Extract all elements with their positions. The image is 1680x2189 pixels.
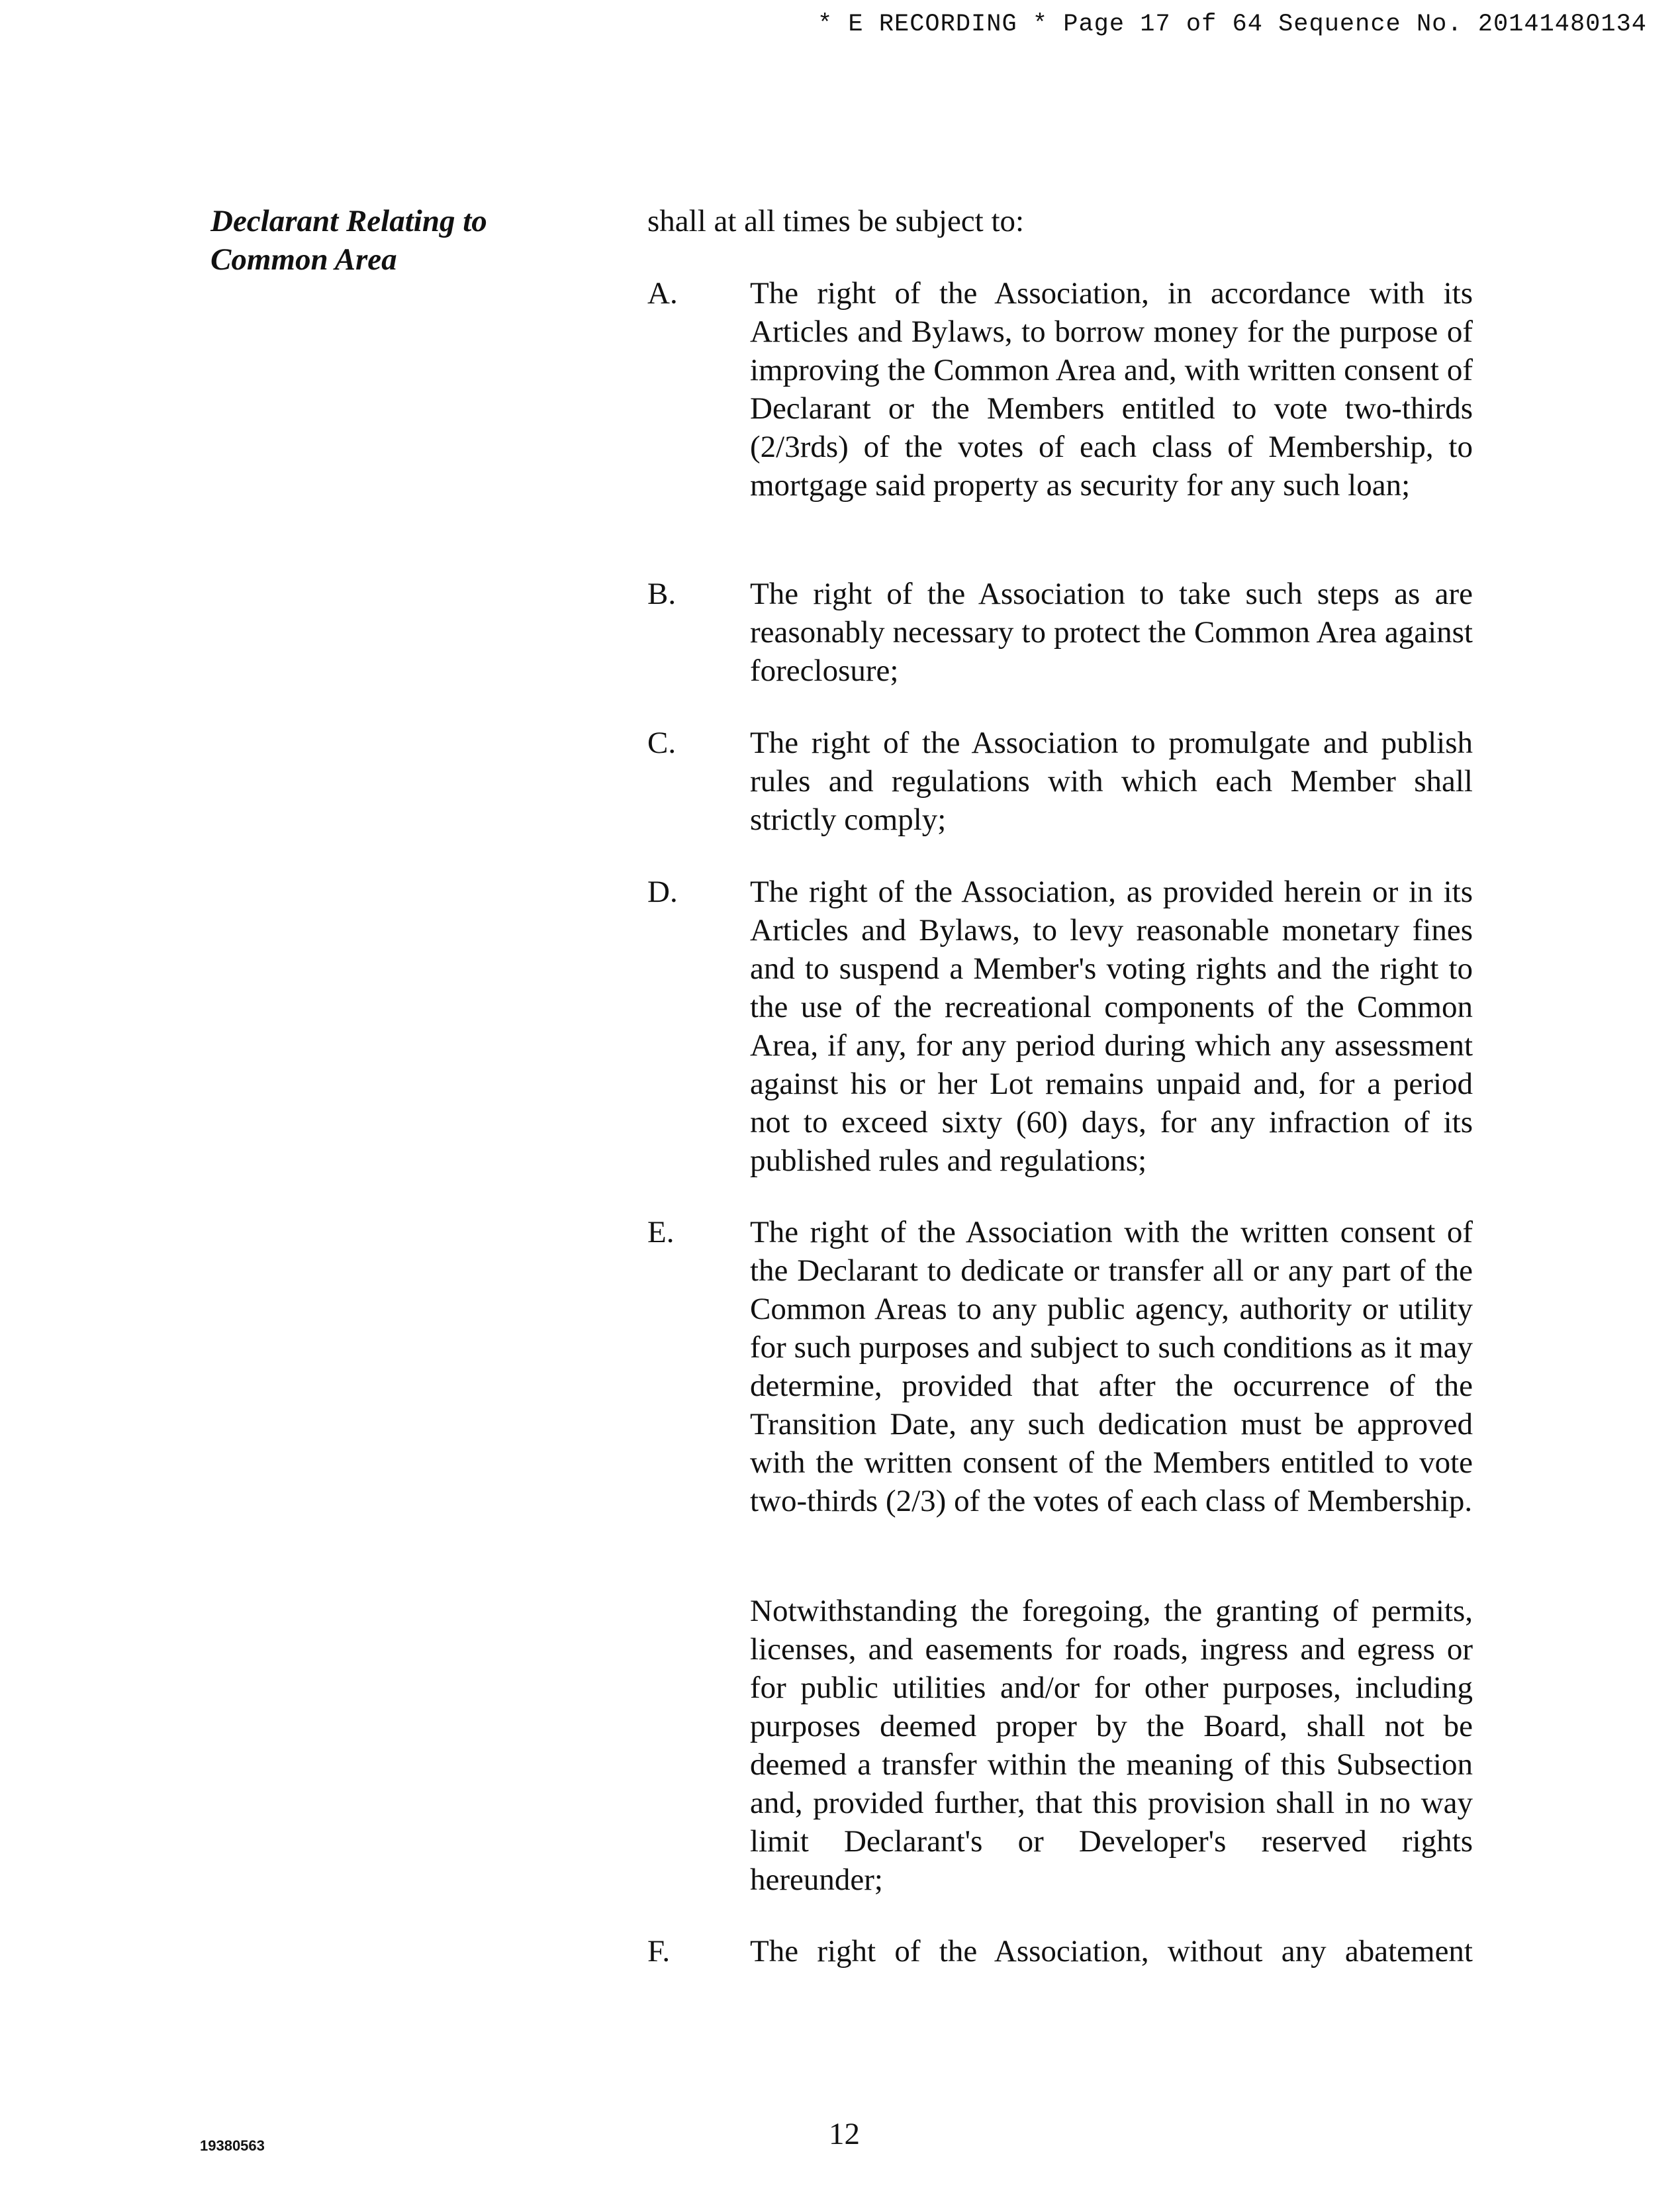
clause-a-letter: A. bbox=[647, 276, 678, 311]
document-id: 19380563 bbox=[200, 2137, 265, 2154]
clause-d-letter: D. bbox=[647, 875, 678, 909]
clause-a-text: The right of the Association, in accordance with its Articles and Bylaws, to borrow money for the purpose of improving the Common Area and, with written consent of Declarant or the Members entitled to vote two-thirds (2/3rds) of the votes of each class of Membership, to mortgage said property as security for any such loan; bbox=[750, 276, 1473, 503]
margin-heading-line-1: Declarant Relating to bbox=[210, 204, 487, 238]
margin-heading-line-2: Common Area bbox=[210, 242, 397, 277]
recording-header: * E RECORDING * Page 17 of 64 Sequence No. 20141480134 bbox=[817, 11, 1647, 38]
clause-f-text: The right of the Association, without any abatement bbox=[750, 1934, 1473, 1969]
clause-d-text: The right of the Association, as provided herein or in its Articles and Bylaws, to levy reasonable monetary fines and to suspend a Member's voting rights and the right to the use of the recreational components of the Common Area, if any, for any period during which any assessment against his or her Lot remains unpaid and, for a period not to exceed sixty (60) days, for any infraction of its published rules and regulations; bbox=[750, 875, 1473, 1178]
clause-e-continuation: Notwithstanding the foregoing, the granting of permits, licenses, and easements for roads, ingress and egress or for public utilities and/or for other purposes, including purposes deemed proper by the Board, shall not be deemed a transfer within the meaning of this Subsection and, provided further, that this provision shall in no way limit Declarant's or Developer's reserved rights hereunder; bbox=[750, 1594, 1473, 1897]
clause-b-text: The right of the Association to take such steps as are reasonably necessary to protect the Common Area against foreclosure; bbox=[750, 577, 1473, 688]
clause-e-text: The right of the Association with the written consent of the Declarant to dedicate or transfer all or any part of the Common Areas to any public agency, authority or utility for such purposes and subject to such conditions as it may determine, provided that after the occurrence of the Transition Date, any such dedication must be approved with the written consent of the Members entitled to vote two-thirds (2/3) of the votes of each class of Membership. bbox=[750, 1215, 1473, 1518]
intro-line: shall at all times be subject to: bbox=[647, 204, 1025, 238]
clause-e-letter: E. bbox=[647, 1215, 675, 1249]
clause-b-letter: B. bbox=[647, 577, 677, 611]
page-number: 12 bbox=[829, 2117, 860, 2151]
clause-c-text: The right of the Association to promulgate and publish rules and regulations with which each Member shall strictly comply; bbox=[750, 726, 1473, 837]
clause-f-letter: F. bbox=[647, 1934, 671, 1969]
margin-heading bbox=[210, 202, 581, 279]
clause-c-letter: C. bbox=[647, 726, 677, 760]
